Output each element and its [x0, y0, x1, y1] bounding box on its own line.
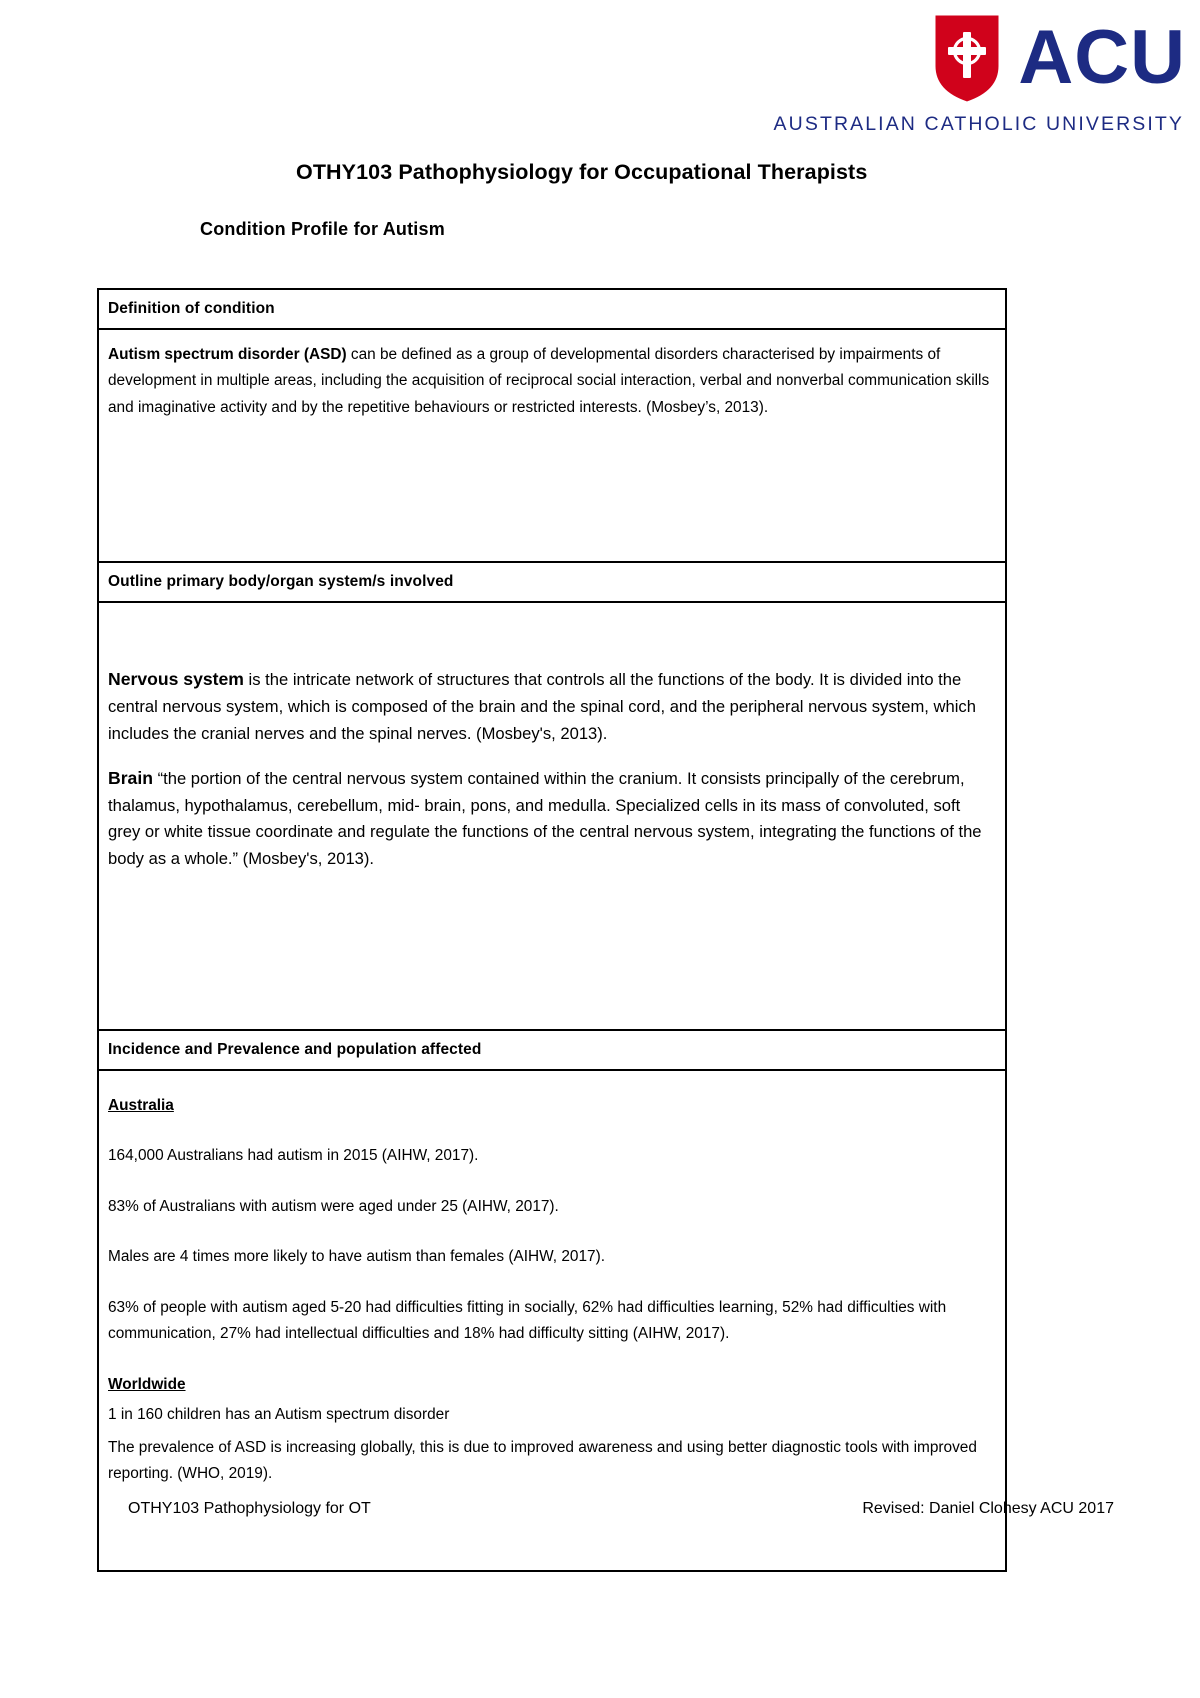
- condition-profile-table: [97, 288, 1007, 1572]
- australia-stat: Males are 4 times more likely to have autism than females (AIHW, 2017).: [108, 1248, 605, 1266]
- section-body-definition: [99, 330, 1005, 561]
- australia-stat: 83% of Australians with autism were aged under 25 (AIHW, 2017).: [108, 1197, 559, 1215]
- table-row: [99, 603, 1005, 1031]
- brain-paragraph: [108, 764, 993, 874]
- brain-lead: Brain: [108, 767, 153, 788]
- footer-right: Revised: Daniel Clohesy ACU 2017: [862, 1500, 1114, 1517]
- section-heading-incidence: Incidence and Prevalence and population affected: [108, 1041, 482, 1058]
- worldwide-stat: The prevalence of ASD is increasing globally, this is due to improved awareness and using better diagnostic tools with improved reporting. (WHO, 2019).: [108, 1438, 977, 1483]
- page-title: OTHY103 Pathophysiology for Occupational Therapists: [296, 160, 868, 184]
- definition-lead: Autism spectrum disorder (ASD): [108, 346, 347, 363]
- section-heading-systems: Outline primary body/organ system/s involved: [108, 573, 454, 590]
- australia-label: Australia: [108, 1097, 174, 1114]
- section-heading-definition: Definition of condition: [108, 300, 275, 317]
- nervous-system-paragraph: [108, 665, 993, 748]
- section-body-incidence: [99, 1071, 1005, 1570]
- acu-logo: [774, 10, 1186, 136]
- page-footer: [128, 1500, 1114, 1518]
- table-row: [99, 290, 1005, 330]
- table-row: [99, 330, 1005, 563]
- logo-full-name: AUSTRALIAN CATHOLIC UNIVERSITY: [773, 113, 1184, 135]
- shield-icon: [930, 10, 1004, 106]
- page-subtitle: Condition Profile for Autism: [200, 219, 445, 239]
- worldwide-label: Worldwide: [108, 1375, 186, 1393]
- australia-stat: 63% of people with autism aged 5-20 had difficulties fitting in socially, 62% had difficulties learning, 52% had difficulties with communication, 27% had intellectual difficulties and 18% had difficulty sitting (AIHW, 2017).: [108, 1298, 947, 1343]
- logo-acronym: ACU: [1018, 14, 1186, 100]
- definition-paragraph: [108, 342, 993, 421]
- definition-text: can be defined as a group of developmental disorders characterised by impairments of development in multiple areas, including the acquisition of reciprocal social interaction, verbal and nonverbal communication skills and imaginative activity and by the repetitive behaviours or restricted interests. (Mosbey’s, 2013).: [108, 346, 990, 416]
- table-row: [99, 1031, 1005, 1071]
- footer-left: OTHY103 Pathophysiology for OT: [128, 1500, 371, 1517]
- logo-row: [930, 10, 1186, 106]
- table-row: [99, 1071, 1005, 1570]
- nervous-system-lead: Nervous system: [108, 669, 244, 689]
- worldwide-stat: 1 in 160 children has an Autism spectrum disorder: [108, 1406, 450, 1424]
- section-body-systems: [99, 603, 1005, 1029]
- brain-text: “the portion of the central nervous system contained within the cranium. It consists principally of the cerebrum, thalamus, hypothalamus, cerebellum, mid- brain, pons, and medulla. Specialized cells in its mass of convoluted, soft grey or white tissue coordinate and regulate the functions of the central nervous system, integrating the functions of the body as a whole.” (Mosbey's, 2013).: [108, 768, 982, 869]
- table-row: [99, 563, 1005, 603]
- nervous-system-text: is the intricate network of structures that controls all the functions of the body. It is divided into the central nervous system, which is composed of the brain and the spinal cord, and the peripheral nervous system, which includes the cranial nerves and the spinal nerves. (Mosbey's, 2013).: [108, 670, 976, 743]
- australia-stat: 164,000 Australians had autism in 2015 (AIHW, 2017).: [108, 1147, 479, 1165]
